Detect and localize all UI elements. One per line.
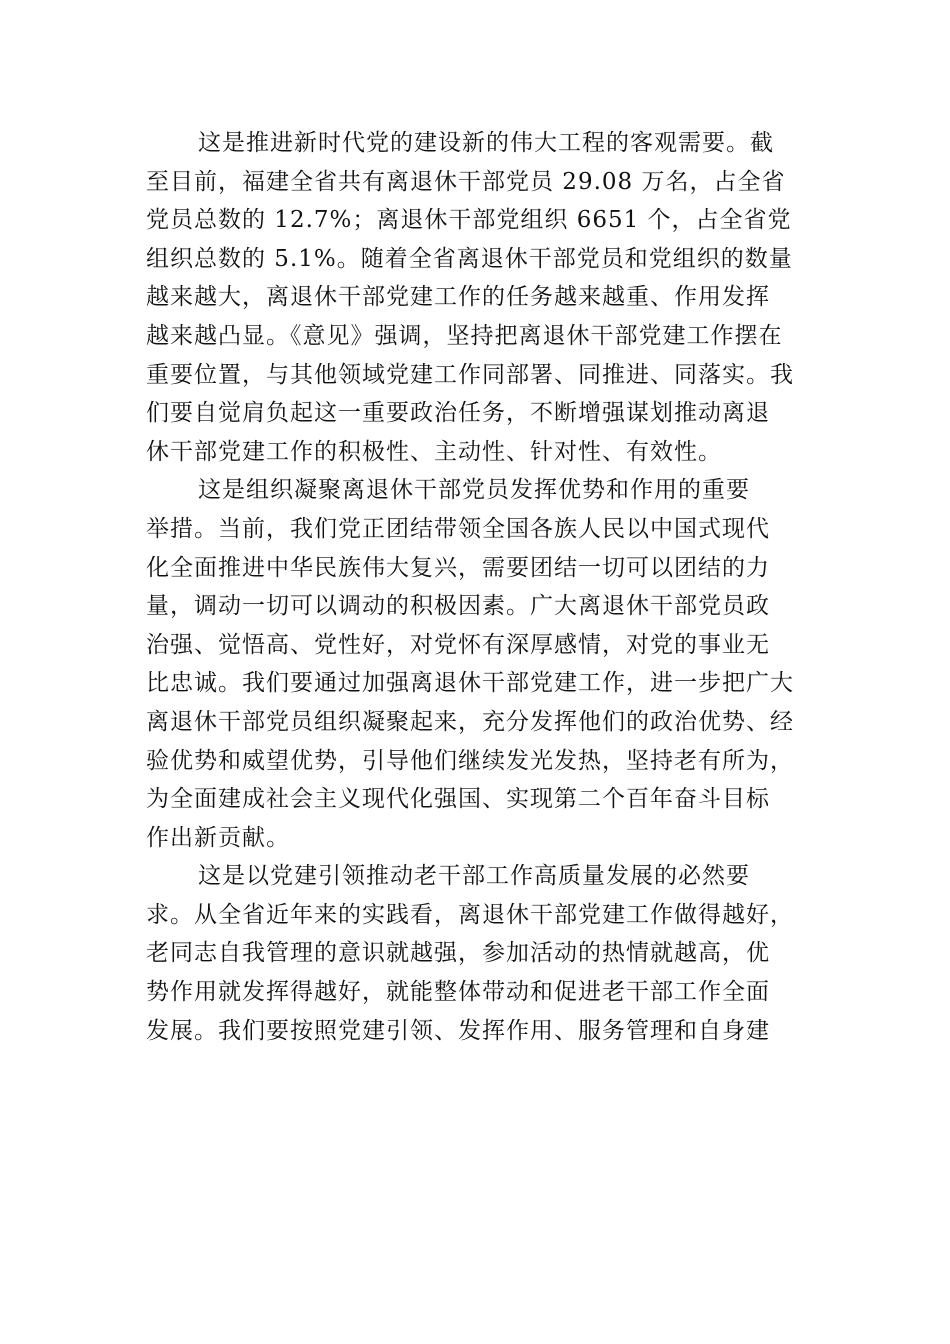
paragraph-line: 作出新贡献。	[146, 824, 290, 851]
paragraph-line: 比忠诚。我们要通过加强离退休干部党建工作，进一步把广大	[146, 670, 794, 697]
paragraph-line: 这是以党建引领推动老干部工作高质量发展的必然要	[198, 863, 750, 890]
paragraph-line: 休干部党建工作的积极性、主动性、针对性、有效性。	[146, 438, 722, 465]
body-text	[146, 124, 846, 1050]
paragraph-line: 势作用就发挥得越好，就能整体带动和促进老干部工作全面	[146, 979, 770, 1006]
paragraph-3	[146, 857, 846, 1050]
paragraph-line: 至目前，福建全省共有离退休干部党员 29.08 万名，占全省	[146, 168, 786, 195]
paragraph-line: 重要位置，与其他领域党建工作同部署、同推进、同落实。我	[146, 361, 794, 388]
paragraph-line: 组织总数的 5.1%。随着全省离退休干部党员和党组织的数量	[146, 245, 793, 272]
paragraph-line: 离退休干部党员组织凝聚起来，充分发挥他们的政治优势、经	[146, 708, 794, 735]
paragraph-line: 求。从全省近年来的实践看，离退休干部党建工作做得越好，	[146, 901, 794, 928]
paragraph-line: 们要自觉肩负起这一重要政治任务，不断增强谋划推动离退	[146, 400, 770, 427]
paragraph-line: 举措。当前，我们党正团结带领全国各族人民以中国式现代	[146, 515, 770, 542]
paragraph-line: 老同志自我管理的意识就越强，参加活动的热情就越高，优	[146, 940, 770, 967]
paragraph-line: 验优势和威望优势，引导他们继续发光发热，坚持老有所为，	[146, 747, 794, 774]
paragraph-line: 这是组织凝聚离退休干部党员发挥优势和作用的重要	[198, 477, 750, 504]
paragraph-line: 这是推进新时代党的建设新的伟大工程的客观需要。截	[198, 130, 774, 156]
paragraph-line: 越来越凸显。《意见》强调，坚持把离退休干部党建工作摆在	[146, 322, 783, 349]
paragraph-line: 发展。我们要按照党建引领、发挥作用、服务管理和自身建	[146, 1017, 770, 1044]
paragraph-line: 为全面建成社会主义现代化强国、实现第二个百年奋斗目标	[146, 786, 770, 813]
paragraph-line: 化全面推进中华民族伟大复兴，需要团结一切可以团结的力	[146, 554, 770, 581]
paragraph-line: 党员总数的 12.7%；离退休干部党组织 6651 个，占全省党	[146, 207, 792, 234]
paragraph-line: 治强、觉悟高、党性好，对党怀有深厚感情，对党的事业无	[146, 631, 770, 658]
paragraph-1	[146, 124, 846, 471]
paragraph-line: 量，调动一切可以调动的积极因素。广大离退休干部党员政	[146, 593, 770, 620]
paragraph-2	[146, 471, 846, 857]
paragraph-line: 越来越大，离退休干部党建工作的任务越来越重、作用发挥	[146, 284, 770, 311]
